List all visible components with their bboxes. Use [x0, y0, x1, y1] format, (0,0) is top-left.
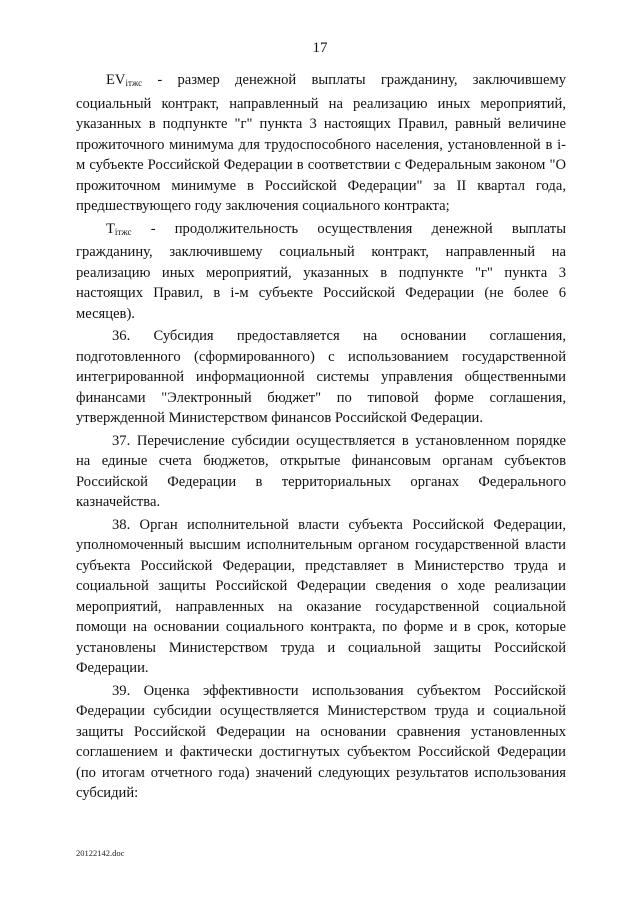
document-body [76, 70, 566, 806]
paragraph-text: - продолжительность осуществления денежной выплаты гражданину, заключившему социальный контракт, направленный на реализацию иных мероприятий, указанных в подпункте "г" пункта 3 настоящих Правил, в i-м субъекте Российской Федерации (не более 6 месяцев). [76, 220, 566, 322]
formula-symbol: $EV_{iтжс}$ [106, 72, 143, 88]
paragraph-ev-definition [76, 70, 566, 217]
file-name-footer: 20122142.doc [76, 848, 125, 858]
paragraph-36: 36. Субсидия предоставляется на основании соглашения, подготовленного (сформированного) с использованием государственной интегрированной информационной системы управления общественными финансами "Электронный бюджет" по типовой форме соглашения, утвержденной Министерством финансов Российской Федерации. [76, 328, 566, 426]
paragraph-38: 38. Орган исполнительной власти субъекта Российской Федерации, уполномоченный высшим исполнительным органом государственной власти субъекта Российской Федерации, представляет в Министерство труда и социальной защиты Российской Федерации сведения о ходе реализации мероприятий, направленных на оказание государственной социальной помощи на основании социального контракта, по форме и в срок, которые установлены Министерством труда и социальной защиты Российской Федерации. [76, 516, 566, 676]
paragraph-text: - размер денежной выплаты гражданину, заключившему социальный контракт, направленный на реализацию иных мероприятий, указанных в подпункте "г" пункта 3 настоящих Правил, равный величине прожиточного минимума для трудоспособного населения, установленной в i-м субъекте Российской Федерации в соответствии с Федеральным законом "О прожиточном минимуме в Российской Федерации" за II квартал года, предшествующего году заключения социального контракта; [76, 72, 566, 214]
formula-symbol: $T_{iтжс}$ [106, 220, 132, 237]
paragraph-39: 39. Оценка эффективности использования субъектом Российской Федерации субсидии осуществляется Министерством труда и социальной защиты Российской Федерации на основании сравнения установленных соглашением и фактически достигнутых субъектом Российской Федерации (по итогам отчетного года) значений следующих результатов использования субсидий: [76, 682, 566, 801]
page-number: 17 [312, 40, 328, 56]
paragraph-t-definition [76, 219, 566, 325]
paragraph-37: 37. Перечисление субсидии осуществляется в установленном порядке на единые счета бюджетов, открытые финансовым органам субъектов Российской Федерации в территориальных органах Федерального казначейства. [76, 432, 566, 510]
